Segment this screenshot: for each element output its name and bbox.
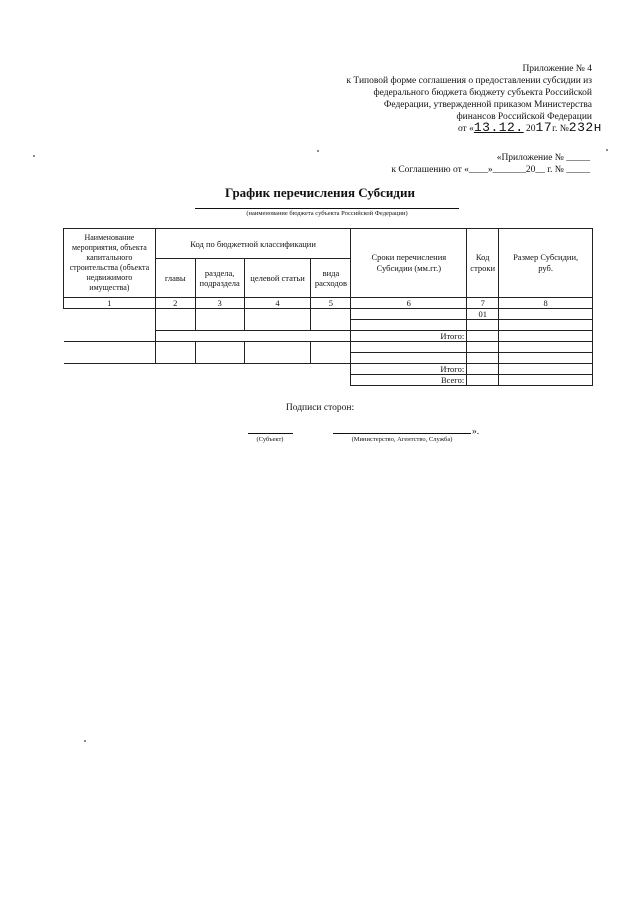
subject-caption: (Субъект) bbox=[256, 436, 284, 443]
table-row bbox=[64, 342, 593, 353]
scan-speck bbox=[606, 149, 608, 151]
header-line-1: Приложение № 4 bbox=[522, 64, 592, 74]
appendix-header bbox=[346, 63, 602, 135]
header-line-4: Федерации, утвержденной приказом Министерства bbox=[383, 100, 592, 110]
header-line-2: к Типовой форме соглашения о предоставлении субсидии из bbox=[346, 76, 592, 86]
col-number: 5 bbox=[311, 298, 351, 309]
scan-speck bbox=[84, 740, 86, 742]
col-number: 4 bbox=[244, 298, 311, 309]
header-line-5: финансов Российской Федерации bbox=[456, 112, 592, 122]
agreement-reference bbox=[391, 152, 590, 176]
handwritten-year: 17 bbox=[535, 120, 553, 135]
col-number: 6 bbox=[351, 298, 467, 309]
header-line-3: федерального бюджета бюджету субъекта Российской bbox=[373, 88, 592, 98]
col-header-expense-type: вида расходов bbox=[311, 259, 351, 298]
col-number: 2 bbox=[155, 298, 195, 309]
date-suffix: г. № bbox=[552, 124, 569, 134]
date-year-prefix: 20 bbox=[526, 124, 536, 134]
budget-caption: (наименование бюджета субъекта Российской Федерации) bbox=[246, 210, 408, 217]
vsego-label: Всего: bbox=[351, 375, 467, 386]
col-number: 1 bbox=[64, 298, 156, 309]
agreement-ref-line-1: «Приложение № _____ bbox=[496, 153, 590, 163]
table-row-vsego bbox=[64, 375, 593, 386]
handwritten-date: 13.12. bbox=[473, 120, 524, 135]
col-header-bk: Код по бюджетной классификации bbox=[155, 229, 351, 259]
table-row-itogo-2 bbox=[64, 364, 593, 375]
col-number: 3 bbox=[195, 298, 244, 309]
col-header-row-code: Код строки bbox=[467, 229, 499, 298]
scan-speck bbox=[317, 150, 319, 152]
col-header-terms: Сроки перечисления Субсидии (мм.гг.) bbox=[351, 229, 467, 298]
handwritten-order-number: 232н bbox=[568, 120, 602, 135]
col-header-target: целевой статьи bbox=[244, 259, 311, 298]
date-prefix: от « bbox=[457, 124, 474, 134]
agreement-ref-line-2: к Соглашению от «____»_______20__ г. № _____ bbox=[391, 165, 590, 175]
col-number: 8 bbox=[499, 298, 593, 309]
header-row-1 bbox=[64, 229, 593, 259]
budget-name-line bbox=[195, 208, 459, 209]
page-title: График перечисления Субсидии bbox=[225, 185, 415, 200]
col-header-amount: Размер Субсидии, руб. bbox=[499, 229, 593, 298]
col-header-razdel: раздела, подраздела bbox=[195, 259, 244, 298]
subsidy-schedule-table bbox=[63, 228, 593, 386]
ministry-signature-line bbox=[333, 433, 471, 434]
subject-signature-line bbox=[248, 433, 293, 434]
scan-speck bbox=[33, 155, 35, 157]
itogo-2-label: Итого: bbox=[351, 364, 467, 375]
closing-quote: ». bbox=[472, 427, 480, 437]
signatures-heading: Подписи сторон: bbox=[285, 403, 355, 413]
col-number: 7 bbox=[467, 298, 499, 309]
header-date-line bbox=[346, 122, 602, 135]
row-code: 01 bbox=[467, 309, 499, 320]
itogo-1-label: Итого: bbox=[351, 331, 467, 342]
col-header-glava: главы bbox=[155, 259, 195, 298]
column-number-row bbox=[64, 298, 593, 309]
col-header-name: Наименование мероприятия, объекта капитального строительства (объекта недвижимого имущества) bbox=[64, 229, 156, 298]
table-row bbox=[64, 309, 593, 320]
ministry-caption: (Министерство, Агентство, Служба) bbox=[351, 436, 453, 443]
